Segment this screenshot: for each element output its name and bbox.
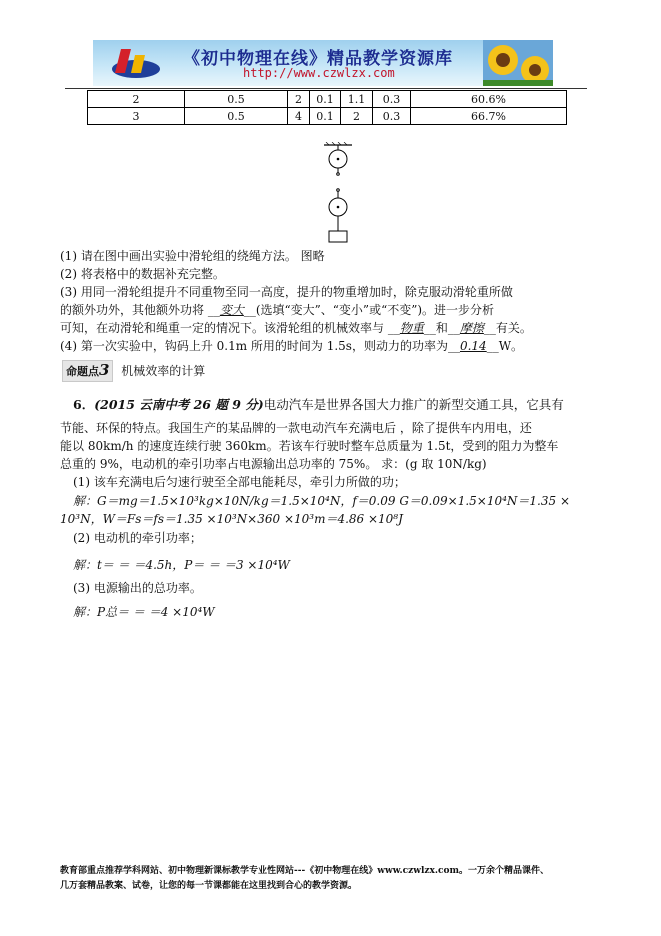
sunflower-icon	[483, 40, 553, 86]
q6-sub3: (3) 电源输出的总功率。	[73, 581, 202, 595]
text: __W。	[486, 339, 524, 353]
q6-sub2: (2) 电动机的牵引功率；	[73, 531, 202, 545]
text: __和__	[423, 321, 460, 335]
q6-sub1: (1) 该车充满电后匀速行驶至全部电能耗尽，牵引力所做的功；	[73, 475, 406, 489]
table-cell: 0.1	[310, 91, 341, 108]
banner-title: 《初中物理在线》精品教学资源库	[183, 49, 453, 69]
section-heading	[62, 360, 205, 382]
pulley-diagram	[318, 142, 358, 247]
q6-answer3: 解：P总＝ ＝ ＝4 ×10⁴W	[73, 605, 215, 619]
header-banner	[93, 40, 553, 86]
footer-line-1: 教育部重点推荐学科网站、初中物理新课标教学专业性网站---《初中物理在线》www.czwlzx.com。一万余个精品课件、	[60, 866, 550, 876]
experiment-table	[87, 90, 567, 125]
table-cell: 2	[288, 91, 310, 108]
table-row	[88, 91, 567, 108]
q6-answer1-line2: 10³N，W＝Fs＝fs＝1.35 ×10³N×360 ×10³m＝4.86 ×10⁸J	[60, 512, 403, 526]
table-cell: 0.3	[373, 108, 411, 125]
q-part-1: (1) 请在图中画出实验中滑轮组的绕绳方法。 图略	[60, 249, 325, 263]
q6-number: 6．	[73, 397, 95, 412]
table-cell: 0.3	[373, 91, 411, 108]
text: __(选填“变大”、“变小”或“不变”)。进一步分析	[243, 303, 495, 317]
q-part-3-line2	[60, 301, 494, 319]
answer-blank: 0.14	[459, 339, 487, 353]
section-tag	[62, 360, 113, 382]
q6-source: (2015 云南中考 26 题 9 分)	[94, 397, 264, 412]
table-cell: 0.5	[185, 91, 288, 108]
section-tag-text: 命题点	[66, 365, 99, 378]
table-cell: 1.1	[341, 91, 373, 108]
table-cell: 2	[88, 91, 185, 108]
q6-answer2: 解：t＝ ＝ ＝4.5h，P＝ ＝ ＝3 ×10⁴W	[73, 558, 290, 572]
table-cell: 2	[341, 108, 373, 125]
q6-line1	[73, 396, 564, 414]
text: (4) 第一次实验中，钩码上升 0.1m 所用的时间为 1.5s，则动力的功率为__	[60, 339, 460, 353]
q6-answer1-line1: 解：G＝mg＝1.5×10³kg×10N/kg＝1.5×10⁴N，f＝0.09 G＝0.09×1.5×10⁴N＝1.35 ×	[73, 494, 570, 508]
table-cell: 0.5	[185, 108, 288, 125]
table-cell: 4	[288, 108, 310, 125]
q-part-3-line1: (3) 用同一滑轮组提升不同重物至同一高度，提升的物重增加时，除克服动滑轮重所做	[60, 285, 513, 299]
footer-note	[60, 864, 549, 894]
q6-line3: 能以 80km/h 的速度连续行驶 360km。若该车行驶时整车总质量为 1.5t，受到的阻力为整车	[60, 439, 559, 453]
text: 电动汽车是世界各国大力推广的新型交通工具，它具有	[263, 397, 564, 412]
section-title: 机械效率的计算	[121, 364, 206, 378]
q6-line2: 节能、环保的特点。我国生产的某品牌的一款电动汽车充满电后 ，除了提供车内用电，还	[60, 421, 532, 435]
site-logo-icon	[101, 43, 171, 83]
table-cell: 66.7%	[411, 108, 567, 125]
answer-blank: 变大	[219, 303, 244, 317]
section-tag-number: 3	[99, 361, 110, 379]
table-cell: 0.1	[310, 108, 341, 125]
header-rule	[65, 88, 587, 89]
q-part-3-line3	[60, 319, 532, 337]
banner-url[interactable]: http://www.czwlzx.com	[243, 66, 395, 80]
table-cell: 3	[88, 108, 185, 125]
table-cell: 60.6%	[411, 91, 567, 108]
q-part-2: (2) 将表格中的数据补充完整。	[60, 267, 225, 281]
answer-blank: 物重	[399, 321, 424, 335]
q6-line4: 总重的 9%，电动机的牵引功率占电源输出总功率的 75%。 求：(g 取 10N/kg)	[60, 457, 487, 471]
q-part-4	[60, 337, 523, 355]
footer-line-2: 几万套精品教案、试卷，让您的每一节课都能在这里找到合心的教学资源。	[60, 881, 358, 891]
text: 可知，在动滑轮和绳重一定的情况下。该滑轮组的机械效率与 __	[60, 321, 400, 335]
answer-blank: 摩擦	[459, 321, 484, 335]
table-row	[88, 108, 567, 125]
text: __有关。	[483, 321, 532, 335]
text: 的额外功外，其他额外功将 __	[60, 303, 220, 317]
